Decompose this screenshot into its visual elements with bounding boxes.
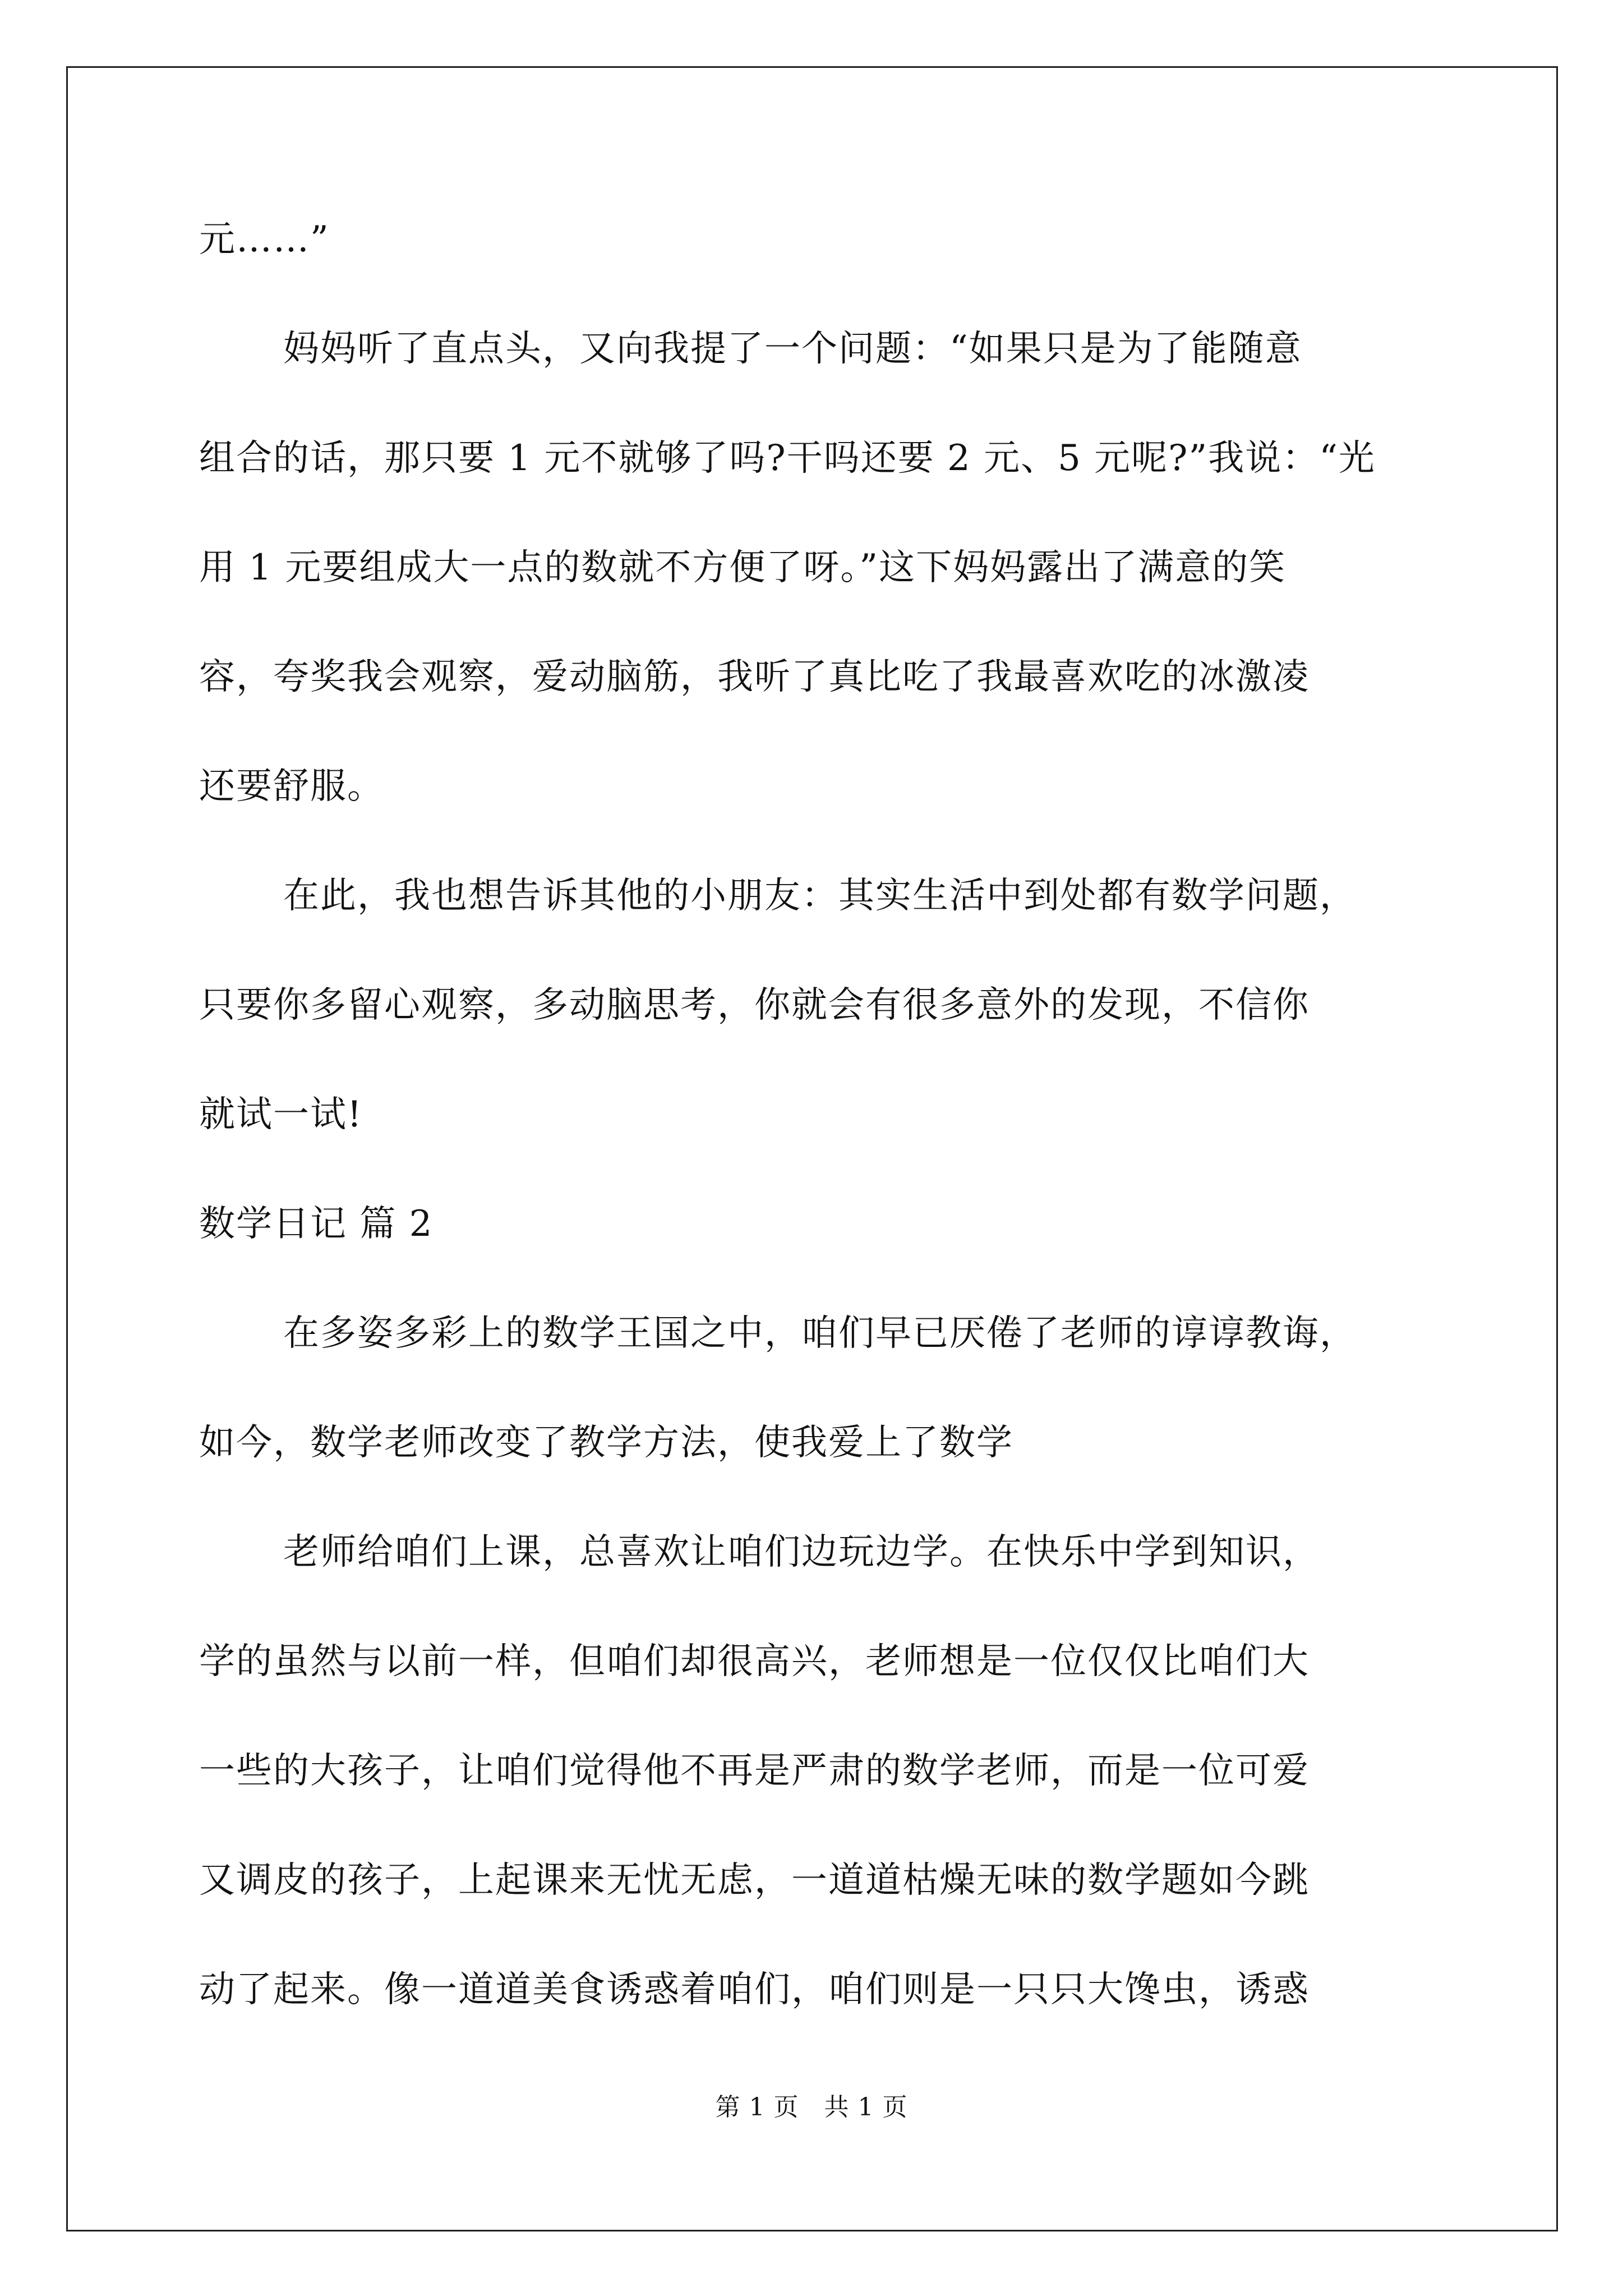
text-line-9: 就试一试! [199, 1094, 363, 1135]
text-line-11: 在多姿多彩上的数学王国之中，咱们早已厌倦了老师的谆谆教诲， [283, 1313, 1357, 1354]
section-heading: 数学日记 篇 2 [199, 1203, 434, 1245]
text-line-2: 妈妈听了直点头，又向我提了一个问题：“如果只是为了能随意 [283, 328, 1302, 370]
text-line-17: 动了起来。像一道道美食诱惑着咱们，咱们则是一只只大馋虫，诱惑 [199, 1969, 1310, 2010]
text-line-1: 元……” [199, 219, 330, 260]
text-line-6: 还要舒服。 [199, 766, 384, 807]
text-line-12: 如今，数学老师改变了教学方法，使我爱上了数学 [199, 1422, 1013, 1464]
text-line-7: 在此，我也想告诉其他的小朋友：其实生活中到处都有数学问题， [283, 875, 1357, 917]
page-footer: 第 1 页 共 1 页 [715, 2093, 908, 2122]
text-line-4: 用 1 元要组成大一点的数就不方便了呀。”这下妈妈露出了满意的笑 [199, 547, 1287, 588]
text-line-15: 一些的大孩子，让咱们觉得他不再是严肃的数学老师，而是一位可爱 [199, 1750, 1310, 1792]
text-line-3: 组合的话，那只要 1 元不就够了吗?干吗还要 2 元、5 元呢?”我说：“光 [199, 438, 1376, 479]
text-line-16: 又调皮的孩子，上起课来无忧无虑，一道道枯燥无味的数学题如今跳 [199, 1860, 1310, 1901]
text-line-5: 容，夸奖我会观察，爱动脑筋，我听了真比吃了我最喜欢吃的冰激凌 [199, 656, 1310, 698]
document-body [199, 185, 1433, 2045]
text-line-8: 只要你多留心观察，多动脑思考，你就会有很多意外的发现，不信你 [199, 984, 1310, 1026]
text-line-14: 学的虽然与以前一样，但咱们却很高兴，老师想是一位仅仅比咱们大 [199, 1641, 1310, 1682]
text-line-13: 老师给咱们上课，总喜欢让咱们边玩边学。在快乐中学到知识， [283, 1531, 1320, 1573]
